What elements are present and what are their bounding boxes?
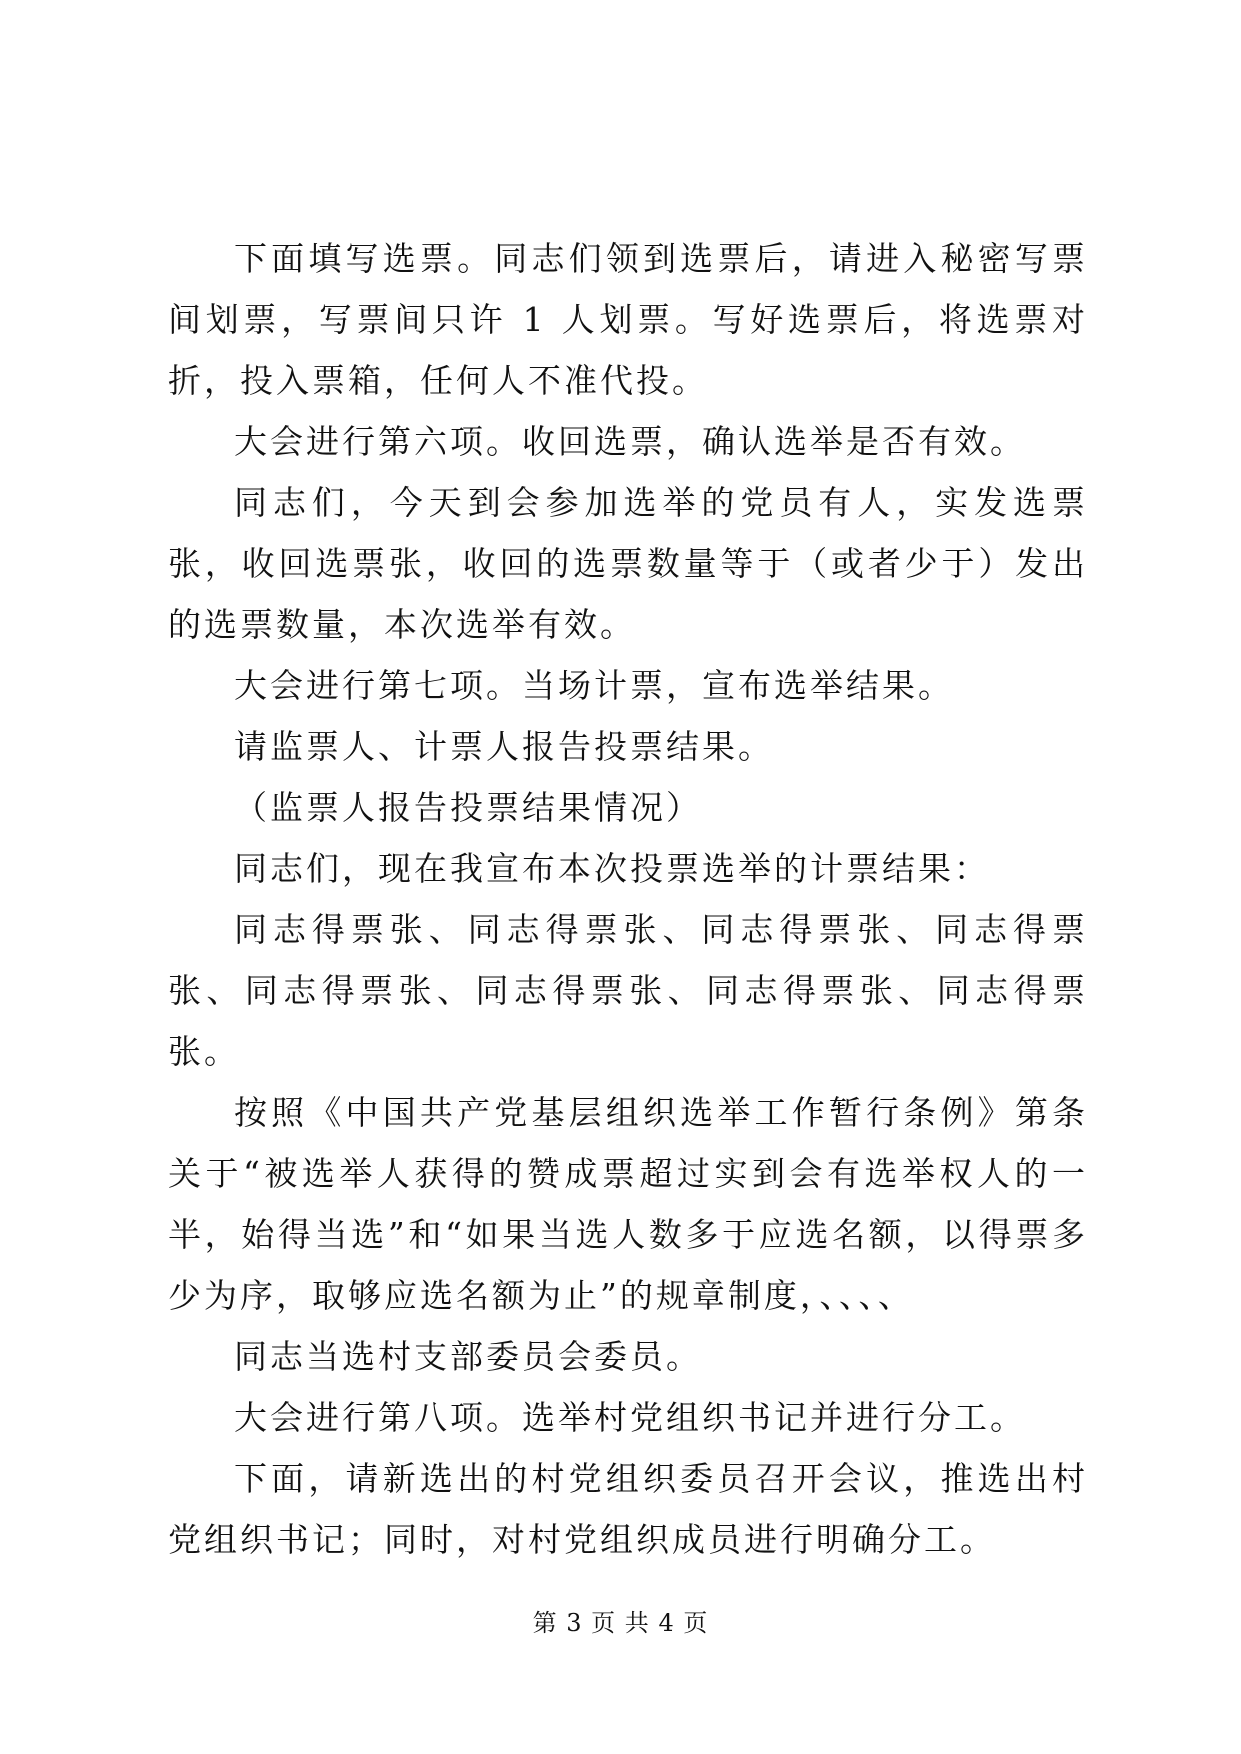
paragraph-ballot-count: 同志们，今天到会参加选举的党员有人，实发选票张，收回选票张，收回的选票数量等于（或者少于）发出的选票数量，本次选举有效。: [168, 483, 1088, 644]
paragraph-regulation: 按照《中国共产党基层组织选举工作暂行条例》第条关于“被选举人获得的赞成票超过实到会有选举权人的一半，始得当选”和“如果当选人数多于应选名额，以得票多少为序，取够应选名额为止”的规章制度，、、、、: [168, 1093, 1088, 1315]
paragraph-item-six: 大会进行第六项。收回选票，确认选举是否有效。: [234, 422, 1026, 461]
document-body: [168, 228, 1088, 1570]
paragraph-announce: 同志们，现在我宣布本次投票选举的计票结果：: [234, 849, 990, 888]
paragraph-elected: 同志当选村支部委员会委员。: [234, 1337, 702, 1376]
paragraph-report-note: （监票人报告投票结果情况）: [234, 788, 702, 827]
paragraph-fill-ballot: 下面填写选票。同志们领到选票后，请进入秘密写票间划票，写票间只许 1 人划票。写好选票后，将选票对折，投入票箱，任何人不准代投。: [168, 239, 1088, 400]
paragraph-item-seven: 大会进行第七项。当场计票，宣布选举结果。: [234, 666, 954, 705]
paragraph-secretary: 下面，请新选出的村党组织委员召开会议，推选出村党组织书记；同时，对村党组织成员进行明确分工。: [168, 1459, 1088, 1559]
paragraph-item-eight: 大会进行第八项。选举村党组织书记并进行分工。: [234, 1398, 1026, 1437]
paragraph-vote-results: 同志得票张、同志得票张、同志得票张、同志得票张、同志得票张、同志得票张、同志得票张、同志得票张。: [168, 910, 1088, 1071]
page-number-footer: 第 3 页 共 4 页: [532, 1609, 709, 1637]
paragraph-report-request: 请监票人、计票人报告投票结果。: [234, 727, 774, 766]
